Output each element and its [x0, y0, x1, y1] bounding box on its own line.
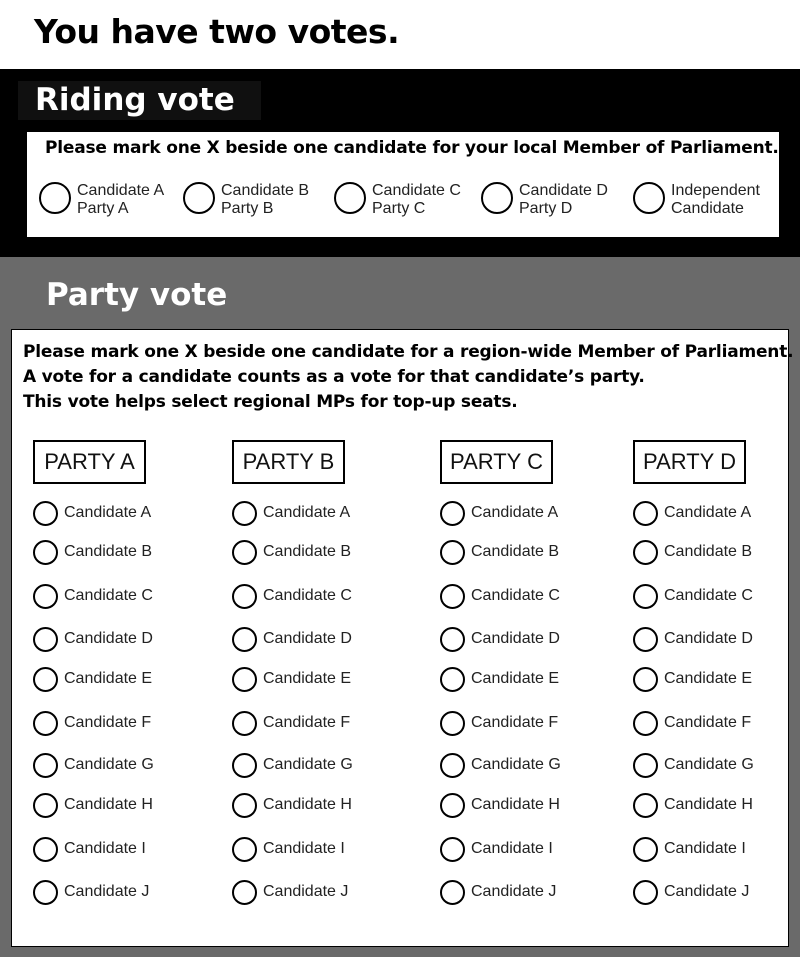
party-vote-checkbox[interactable] [232, 667, 257, 692]
party-vote-checkbox[interactable] [440, 501, 465, 526]
party-vote-checkbox[interactable] [440, 667, 465, 692]
party-candidate-name: Candidate I [263, 840, 345, 857]
party-vote-checkbox[interactable] [440, 584, 465, 609]
riding-party-name: Party C [372, 200, 426, 217]
riding-vote-checkbox[interactable] [481, 182, 513, 214]
party-vote-checkbox[interactable] [232, 793, 257, 818]
party-vote-heading: Party vote [46, 277, 228, 313]
party-candidate-name: Candidate J [263, 883, 349, 900]
party-candidate-name: Candidate H [664, 796, 753, 813]
party-instructions [23, 340, 793, 415]
party-vote-checkbox[interactable] [633, 711, 658, 736]
party-vote-checkbox[interactable] [33, 753, 58, 778]
party-candidate-name: Candidate D [664, 630, 753, 647]
party-vote-checkbox[interactable] [33, 540, 58, 565]
party-vote-checkbox[interactable] [232, 753, 257, 778]
party-candidate-name: Candidate I [664, 840, 746, 857]
party-candidate-name: Candidate C [664, 587, 753, 604]
riding-option-label [671, 182, 760, 218]
party-vote-checkbox[interactable] [232, 501, 257, 526]
party-instruction-line: This vote helps select regional MPs for top-up seats. [23, 392, 518, 412]
riding-option-label [372, 182, 461, 218]
riding-vote-checkbox[interactable] [183, 182, 215, 214]
party-candidate-name: Candidate D [263, 630, 352, 647]
riding-candidate-name: Independent [671, 182, 760, 199]
party-candidate-name: Candidate J [64, 883, 150, 900]
party-candidate-name: Candidate B [664, 543, 753, 560]
party-vote-checkbox[interactable] [232, 627, 257, 652]
party-vote-checkbox[interactable] [232, 880, 257, 905]
party-candidate-name: Candidate A [471, 504, 559, 521]
riding-vote-checkbox[interactable] [39, 182, 71, 214]
party-vote-checkbox[interactable] [440, 711, 465, 736]
party-vote-checkbox[interactable] [33, 627, 58, 652]
page-title: You have two votes. [34, 12, 400, 51]
party-candidate-name: Candidate A [64, 504, 152, 521]
riding-option-label [221, 182, 309, 218]
party-candidate-name: Candidate E [471, 670, 560, 687]
riding-candidate-name: Candidate B [221, 182, 310, 199]
party-candidate-name: Candidate B [471, 543, 560, 560]
riding-vote-checkbox[interactable] [633, 182, 665, 214]
party-candidate-name: Candidate D [64, 630, 153, 647]
party-vote-checkbox[interactable] [33, 501, 58, 526]
party-candidate-name: Candidate B [64, 543, 153, 560]
party-candidate-name: Candidate E [664, 670, 753, 687]
party-candidate-name: Candidate F [471, 714, 559, 731]
party-name-label: PARTY D [633, 440, 746, 484]
riding-party-name: Candidate [671, 200, 744, 217]
party-candidate-name: Candidate A [664, 504, 752, 521]
party-candidate-name: Candidate G [263, 756, 353, 773]
party-vote-checkbox[interactable] [33, 667, 58, 692]
party-candidate-name: Candidate G [471, 756, 561, 773]
party-vote-checkbox[interactable] [33, 880, 58, 905]
riding-vote-checkbox[interactable] [334, 182, 366, 214]
riding-option-label [77, 182, 164, 218]
party-vote-checkbox[interactable] [440, 753, 465, 778]
party-candidate-name: Candidate C [471, 587, 560, 604]
riding-vote-heading: Riding vote [18, 81, 261, 120]
party-candidate-name: Candidate E [64, 670, 153, 687]
party-candidate-name: Candidate G [664, 756, 754, 773]
party-candidate-name: Candidate I [471, 840, 553, 857]
party-candidate-name: Candidate E [263, 670, 352, 687]
party-vote-checkbox[interactable] [440, 880, 465, 905]
party-candidate-name: Candidate A [263, 504, 351, 521]
riding-candidate-name: Candidate A [77, 182, 165, 199]
party-candidate-name: Candidate H [64, 796, 153, 813]
party-vote-checkbox[interactable] [440, 793, 465, 818]
party-candidate-name: Candidate H [263, 796, 352, 813]
party-candidate-name: Candidate B [263, 543, 352, 560]
party-name-label: PARTY C [440, 440, 553, 484]
party-vote-checkbox[interactable] [633, 540, 658, 565]
party-candidate-name: Candidate J [664, 883, 750, 900]
party-vote-checkbox[interactable] [633, 837, 658, 862]
party-vote-checkbox[interactable] [633, 501, 658, 526]
party-vote-checkbox[interactable] [232, 584, 257, 609]
riding-party-name: Party B [221, 200, 274, 217]
party-vote-section [0, 257, 800, 957]
riding-option-label [519, 182, 608, 218]
party-vote-checkbox[interactable] [33, 584, 58, 609]
party-ballot-box [11, 329, 794, 947]
party-vote-checkbox[interactable] [440, 627, 465, 652]
party-vote-checkbox[interactable] [33, 711, 58, 736]
party-vote-checkbox[interactable] [232, 837, 257, 862]
party-vote-checkbox[interactable] [633, 793, 658, 818]
riding-candidate-name: Candidate D [519, 182, 608, 199]
party-vote-checkbox[interactable] [633, 667, 658, 692]
party-vote-checkbox[interactable] [232, 540, 257, 565]
riding-instruction: Please mark one X beside one candidate for your local Member of Parliament. [45, 138, 779, 158]
party-instruction-line: Please mark one X beside one candidate for a region-wide Member of Parliament. [23, 342, 794, 362]
party-candidate-name: Candidate C [263, 587, 352, 604]
riding-candidate-name: Candidate C [372, 182, 461, 199]
riding-party-name: Party A [77, 200, 129, 217]
party-candidate-name: Candidate C [64, 587, 153, 604]
party-vote-checkbox[interactable] [633, 880, 658, 905]
party-vote-checkbox[interactable] [440, 540, 465, 565]
riding-party-name: Party D [519, 200, 573, 217]
riding-vote-section [0, 69, 800, 257]
riding-ballot-box [26, 131, 780, 238]
party-candidate-name: Candidate F [263, 714, 351, 731]
party-candidate-name: Candidate F [664, 714, 752, 731]
party-candidate-name: Candidate J [471, 883, 557, 900]
party-vote-checkbox[interactable] [633, 627, 658, 652]
party-candidate-name: Candidate H [471, 796, 560, 813]
party-name-label: PARTY A [33, 440, 146, 484]
party-vote-checkbox[interactable] [633, 584, 658, 609]
party-candidate-name: Candidate F [64, 714, 152, 731]
party-candidate-name: Candidate G [64, 756, 154, 773]
party-candidate-name: Candidate I [64, 840, 146, 857]
party-vote-checkbox[interactable] [440, 837, 465, 862]
party-vote-checkbox[interactable] [633, 753, 658, 778]
party-instruction-line: A vote for a candidate counts as a vote for that candidate’s party. [23, 367, 645, 387]
party-name-label: PARTY B [232, 440, 345, 484]
party-vote-checkbox[interactable] [33, 793, 58, 818]
party-vote-checkbox[interactable] [33, 837, 58, 862]
party-vote-checkbox[interactable] [232, 711, 257, 736]
party-candidate-name: Candidate D [471, 630, 560, 647]
